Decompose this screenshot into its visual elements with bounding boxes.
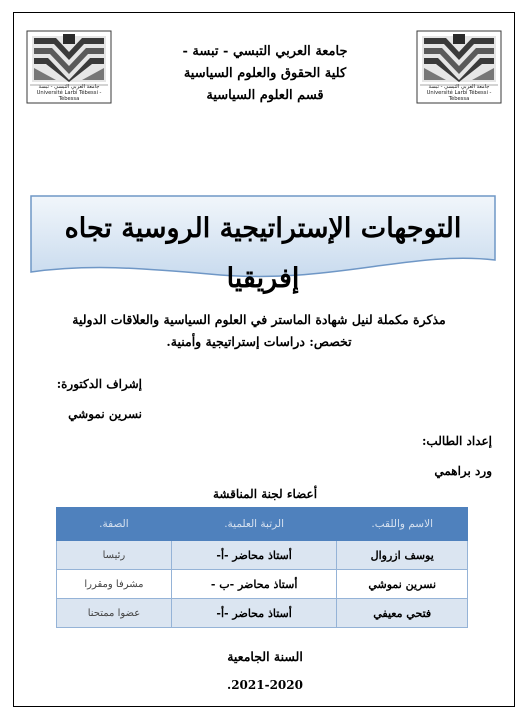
- logo-latin-name: Université Larbi Tébessi - Tébessa: [426, 90, 492, 102]
- header-rank: الرتبة العلمية.: [171, 508, 337, 541]
- header-name: الاسم واللقب.: [337, 508, 468, 541]
- document-page: [13, 12, 515, 707]
- logo-caption: [26, 84, 112, 102]
- title-banner: [29, 194, 497, 294]
- institution-header: [134, 41, 396, 107]
- table-row: [57, 570, 468, 599]
- header-quality: الصفة.: [57, 508, 172, 541]
- preparation-label: إعداد الطالب:: [421, 434, 492, 448]
- committee-table: [56, 507, 468, 628]
- logo-latin-name: Université Larbi Tébessi - Tébessa: [36, 90, 102, 102]
- table-header-row: [57, 508, 468, 541]
- memo-specialty: تخصص: دراسات إستراتيجية وأمنية.: [166, 334, 352, 349]
- member-quality: عضوا ممتحنا: [57, 599, 172, 628]
- member-rank: أستاذ محاضر -أ-: [171, 599, 337, 628]
- committee-title: أعضاء لجنة المناقشة: [212, 487, 318, 501]
- supervisor-name: نسرين نموشي: [68, 407, 142, 421]
- university-name: جامعة العربي التبسي - تبسة -: [182, 44, 348, 59]
- member-quality: رئيسا: [57, 541, 172, 570]
- memo-degree: مذكرة مكملة لنيل شهادة الماستر في العلوم السياسية والعلاقات الدولية: [72, 312, 446, 327]
- preparation-block: [422, 426, 492, 486]
- member-name: يوسف ازروال: [337, 541, 468, 570]
- thesis-title: التوجهات الإستراتيجية الروسية تجاه إفريقيا: [64, 213, 462, 294]
- member-rank: أستاذ محاضر -أ-: [171, 541, 337, 570]
- member-name: نسرين نموشي: [337, 570, 468, 599]
- memo-description: [24, 309, 494, 353]
- student-name: ورد براهمي: [434, 464, 492, 478]
- member-quality: مشرفا ومقررا: [57, 570, 172, 599]
- supervision-block: [57, 369, 142, 429]
- faculty-name: كلية الحقوق والعلوم السياسية: [183, 66, 347, 81]
- university-logo-left: [26, 30, 112, 104]
- member-name: فتحي معيفي: [337, 599, 468, 628]
- member-rank: أستاذ محاضر -ب -: [171, 570, 337, 599]
- academic-year-label: السنة الجامعية: [227, 649, 303, 664]
- university-logo-right: [416, 30, 502, 104]
- department-name: قسم العلوم السياسية: [206, 88, 324, 103]
- logo-caption: [416, 84, 502, 102]
- table-row: [57, 541, 468, 570]
- table-row: [57, 599, 468, 628]
- logo-arabic-name: جامعة العربي التبسي - تبسة: [38, 84, 100, 90]
- logo-arabic-name: جامعة العربي التبسي - تبسة: [428, 84, 490, 90]
- academic-year-value: 2021-2020.: [227, 678, 303, 692]
- supervision-label: إشراف الدكتورة:: [56, 377, 142, 391]
